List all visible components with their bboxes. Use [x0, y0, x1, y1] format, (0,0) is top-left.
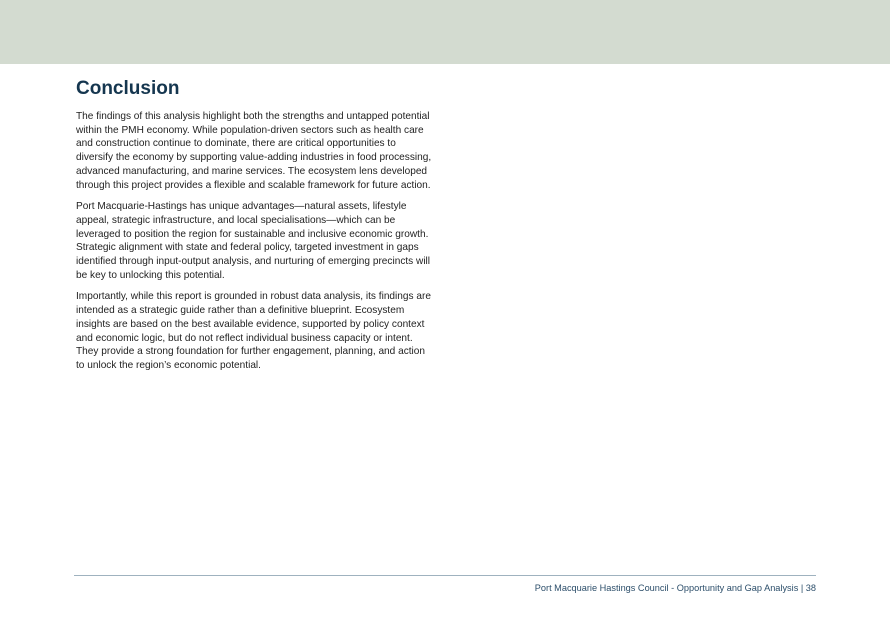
- paragraph-1: The findings of this analysis highlight both the strengths and untapped potential within the PMH economy. While population-driven sectors such as health care and construction continue to dominate, there are critical opportunities to diversify the economy by supporting value-adding industries in food processing, advanced manufacturing, and marine services. The ecosystem lens developed through this project provides a flexible and scalable framework for future action.: [76, 111, 432, 191]
- body-text: [76, 110, 432, 381]
- paragraph-2: Port Macquarie-Hastings has unique advantages—natural assets, lifestyle appeal, strategic infrastructure, and local specialisations—which can be leveraged to position the region for sustainable and inclusive economic growth. Strategic alignment with state and federal policy, targeted investment in gaps identified through input-output analysis, and nurturing of emerging precincts will be key to unlocking this potential.: [76, 201, 431, 281]
- page-title: Conclusion: [76, 78, 180, 99]
- paragraph-3: Importantly, while this report is grounded in robust data analysis, its findings are intended as a strategic guide rather than a definitive blueprint. Ecosystem insights are based on the best available evidence, supported by policy context and economic logic, but do not reflect individual business capacity or intent. They provide a strong foundation for further engagement, planning, and action to unlock the region’s economic potential.: [76, 291, 431, 371]
- footer-divider: [74, 575, 816, 576]
- header-band: [0, 0, 890, 64]
- footer-text: Port Macquarie Hastings Council - Opportunity and Gap Analysis | 38: [534, 583, 816, 593]
